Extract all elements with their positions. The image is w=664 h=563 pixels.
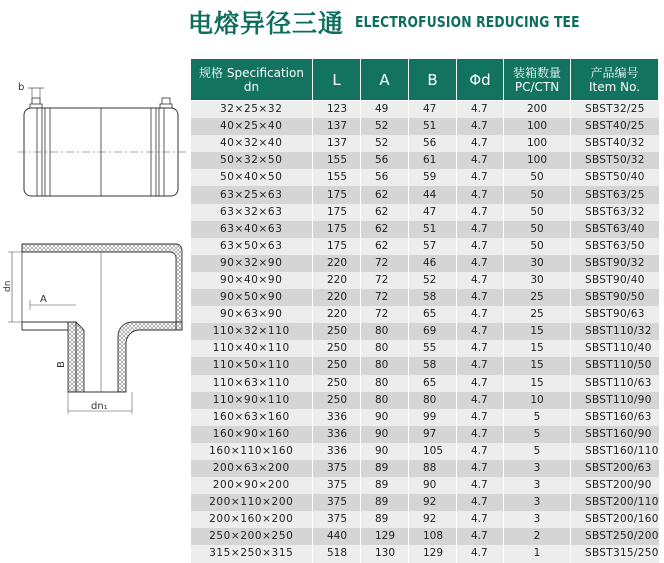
- cell-B: 59: [409, 169, 457, 186]
- cell-item-no: SBST160/63: [571, 409, 659, 426]
- cell-A: 80: [361, 392, 409, 409]
- cell-L: 250: [313, 340, 361, 357]
- cell-spec: 110×40×110: [191, 340, 313, 357]
- cell-phid: 4.7: [457, 186, 504, 203]
- cell-phid: 4.7: [457, 118, 504, 135]
- cell-pc-ctn: 200: [504, 101, 571, 119]
- cell-L: 440: [313, 528, 361, 545]
- cell-spec: 110×50×110: [191, 357, 313, 374]
- title-english: ELECTROFUSION REDUCING TEE: [355, 13, 580, 31]
- cell-phid: 4.7: [457, 169, 504, 186]
- cell-pc-ctn: 15: [504, 375, 571, 392]
- cell-spec: 200×90×200: [191, 477, 313, 494]
- title-chinese: 电熔异径三通: [188, 9, 345, 38]
- cell-A: 62: [361, 186, 409, 203]
- cell-item-no: SBST200/160: [571, 511, 659, 528]
- cell-phid: 4.7: [457, 152, 504, 169]
- cell-A: 52: [361, 135, 409, 152]
- table-row: [191, 357, 659, 374]
- table-row: [191, 323, 659, 340]
- cell-spec: 50×32×50: [191, 152, 313, 169]
- cell-B: 92: [409, 511, 457, 528]
- cell-item-no: SBST50/32: [571, 152, 659, 169]
- cell-L: 336: [313, 443, 361, 460]
- cell-A: 80: [361, 323, 409, 340]
- cell-B: 90: [409, 477, 457, 494]
- cell-pc-ctn: 15: [504, 340, 571, 357]
- cell-B: 99: [409, 409, 457, 426]
- cell-A: 72: [361, 289, 409, 306]
- cell-B: 108: [409, 528, 457, 545]
- table-row: [191, 255, 659, 272]
- cell-pc-ctn: 100: [504, 152, 571, 169]
- cell-L: 220: [313, 289, 361, 306]
- cell-item-no: SBST90/40: [571, 272, 659, 289]
- cell-L: 175: [313, 238, 361, 255]
- cell-A: 90: [361, 409, 409, 426]
- cell-phid: 4.7: [457, 460, 504, 477]
- table-row: [191, 204, 659, 221]
- cell-phid: 4.7: [457, 477, 504, 494]
- cell-L: 155: [313, 152, 361, 169]
- cell-item-no: SBST110/32: [571, 323, 659, 340]
- cell-L: 220: [313, 255, 361, 272]
- header-spec-cn: 规格: [199, 65, 224, 80]
- table-row: [191, 152, 659, 169]
- cell-phid: 4.7: [457, 289, 504, 306]
- cell-spec: 110×90×110: [191, 392, 313, 409]
- cell-spec: 110×32×110: [191, 323, 313, 340]
- side-view-drawing: [18, 82, 186, 196]
- cell-L: 336: [313, 409, 361, 426]
- cell-B: 65: [409, 375, 457, 392]
- cell-B: 51: [409, 118, 457, 135]
- cell-pc-ctn: 3: [504, 477, 571, 494]
- header-pc-ctn: [504, 59, 571, 101]
- cell-phid: 4.7: [457, 221, 504, 238]
- cell-L: 137: [313, 118, 361, 135]
- cell-item-no: SBST110/63: [571, 375, 659, 392]
- cell-B: 52: [409, 272, 457, 289]
- cell-item-no: SBST200/90: [571, 477, 659, 494]
- header-item-cn: 产品编号: [590, 65, 639, 80]
- cell-L: 336: [313, 426, 361, 443]
- header-item-no: [571, 59, 659, 101]
- cell-spec: 200×63×200: [191, 460, 313, 477]
- specification-table: [190, 58, 659, 563]
- cell-A: 80: [361, 357, 409, 374]
- cell-spec: 90×50×90: [191, 289, 313, 306]
- cell-pc-ctn: 100: [504, 118, 571, 135]
- table-row: [191, 477, 659, 494]
- cell-B: 58: [409, 289, 457, 306]
- cell-A: 72: [361, 272, 409, 289]
- cell-item-no: SBST200/63: [571, 460, 659, 477]
- cell-A: 130: [361, 545, 409, 562]
- cell-A: 72: [361, 306, 409, 323]
- cell-pc-ctn: 5: [504, 426, 571, 443]
- cell-spec: 90×32×90: [191, 255, 313, 272]
- cell-A: 89: [361, 511, 409, 528]
- cell-L: 375: [313, 460, 361, 477]
- cell-A: 90: [361, 443, 409, 460]
- cell-spec: 200×160×200: [191, 511, 313, 528]
- cell-spec: 32×25×32: [191, 101, 313, 119]
- cell-phid: 4.7: [457, 357, 504, 374]
- cell-B: 46: [409, 255, 457, 272]
- label-b: b: [18, 82, 25, 93]
- cell-B: 47: [409, 101, 457, 119]
- cell-A: 90: [361, 426, 409, 443]
- cell-pc-ctn: 50: [504, 186, 571, 203]
- cell-phid: 4.7: [457, 375, 504, 392]
- cell-A: 89: [361, 460, 409, 477]
- cell-A: 80: [361, 375, 409, 392]
- cell-spec: 90×63×90: [191, 306, 313, 323]
- cell-L: 250: [313, 392, 361, 409]
- cell-A: 49: [361, 101, 409, 119]
- cell-phid: 4.7: [457, 426, 504, 443]
- cell-A: 62: [361, 238, 409, 255]
- cell-item-no: SBST90/50: [571, 289, 659, 306]
- cell-spec: 250×200×250: [191, 528, 313, 545]
- label-dn1: dn₁: [91, 401, 108, 412]
- cell-pc-ctn: 50: [504, 204, 571, 221]
- cell-spec: 160×110×160: [191, 443, 313, 460]
- cell-pc-ctn: 50: [504, 238, 571, 255]
- cell-pc-ctn: 10: [504, 392, 571, 409]
- cell-item-no: SBST200/110: [571, 494, 659, 511]
- header-B: B: [409, 59, 457, 101]
- cell-B: 61: [409, 152, 457, 169]
- cell-item-no: SBST160/90: [571, 426, 659, 443]
- cell-spec: 200×110×200: [191, 494, 313, 511]
- cell-L: 123: [313, 101, 361, 119]
- cell-L: 137: [313, 135, 361, 152]
- cell-pc-ctn: 25: [504, 289, 571, 306]
- cell-pc-ctn: 1: [504, 545, 571, 562]
- section-view-drawing: [3, 244, 182, 414]
- cell-phid: 4.7: [457, 135, 504, 152]
- cell-pc-ctn: 3: [504, 511, 571, 528]
- cell-A: 56: [361, 169, 409, 186]
- table-row: [191, 460, 659, 477]
- table-row: [191, 238, 659, 255]
- technical-drawings: [0, 60, 190, 420]
- cell-B: 129: [409, 545, 457, 562]
- cell-item-no: SBST110/50: [571, 357, 659, 374]
- table-row: [191, 340, 659, 357]
- cell-phid: 4.7: [457, 306, 504, 323]
- cell-phid: 4.7: [457, 101, 504, 119]
- table-row: [191, 169, 659, 186]
- table-row: [191, 528, 659, 545]
- cell-pc-ctn: 15: [504, 323, 571, 340]
- cell-L: 220: [313, 272, 361, 289]
- cell-B: 57: [409, 238, 457, 255]
- cell-spec: 50×40×50: [191, 169, 313, 186]
- cell-spec: 160×90×160: [191, 426, 313, 443]
- header-phid: Φd: [457, 59, 504, 101]
- cell-L: 518: [313, 545, 361, 562]
- cell-L: 175: [313, 186, 361, 203]
- cell-L: 250: [313, 323, 361, 340]
- cell-phid: 4.7: [457, 528, 504, 545]
- cell-pc-ctn: 5: [504, 443, 571, 460]
- header-pc-cn: 装箱数量: [512, 65, 561, 80]
- table-row: [191, 375, 659, 392]
- cell-spec: 40×32×40: [191, 135, 313, 152]
- cell-B: 58: [409, 357, 457, 374]
- cell-item-no: SBST110/40: [571, 340, 659, 357]
- table-row: [191, 289, 659, 306]
- cell-A: 89: [361, 494, 409, 511]
- cell-pc-ctn: 2: [504, 528, 571, 545]
- label-dn: dn: [3, 280, 13, 292]
- cell-pc-ctn: 50: [504, 221, 571, 238]
- table-row: [191, 306, 659, 323]
- cell-L: 175: [313, 204, 361, 221]
- cell-item-no: SBST90/63: [571, 306, 659, 323]
- cell-item-no: SBST315/250: [571, 545, 659, 562]
- cell-spec: 63×50×63: [191, 238, 313, 255]
- table-row: [191, 545, 659, 562]
- cell-L: 250: [313, 357, 361, 374]
- cell-A: 62: [361, 221, 409, 238]
- cell-A: 52: [361, 118, 409, 135]
- cell-B: 92: [409, 494, 457, 511]
- cell-phid: 4.7: [457, 238, 504, 255]
- cell-B: 56: [409, 135, 457, 152]
- cell-spec: 90×40×90: [191, 272, 313, 289]
- table-row: [191, 221, 659, 238]
- header-A: A: [361, 59, 409, 101]
- cell-pc-ctn: 30: [504, 255, 571, 272]
- cell-B: 88: [409, 460, 457, 477]
- table-row: [191, 186, 659, 203]
- label-B: B: [56, 361, 67, 368]
- cell-pc-ctn: 5: [504, 409, 571, 426]
- cell-phid: 4.7: [457, 272, 504, 289]
- header-pc-en: PC/CTN: [514, 79, 560, 94]
- table-body: [191, 101, 659, 563]
- cell-phid: 4.7: [457, 323, 504, 340]
- cell-L: 175: [313, 221, 361, 238]
- cell-spec: 63×32×63: [191, 204, 313, 221]
- cell-A: 62: [361, 204, 409, 221]
- cell-spec: 315×250×315: [191, 545, 313, 562]
- cell-B: 51: [409, 221, 457, 238]
- cell-L: 155: [313, 169, 361, 186]
- cell-spec: 63×40×63: [191, 221, 313, 238]
- cell-A: 80: [361, 340, 409, 357]
- cell-item-no: SBST63/40: [571, 221, 659, 238]
- cell-phid: 4.7: [457, 494, 504, 511]
- cell-spec: 110×63×110: [191, 375, 313, 392]
- cell-item-no: SBST32/25: [571, 101, 659, 119]
- cell-phid: 4.7: [457, 443, 504, 460]
- cell-item-no: SBST90/32: [571, 255, 659, 272]
- table-row: [191, 409, 659, 426]
- page-title: [188, 4, 629, 44]
- cell-B: 44: [409, 186, 457, 203]
- cell-item-no: SBST160/110: [571, 443, 659, 460]
- cell-phid: 4.7: [457, 340, 504, 357]
- cell-pc-ctn: 15: [504, 357, 571, 374]
- cell-L: 375: [313, 477, 361, 494]
- table-header-row: [191, 59, 659, 101]
- cell-item-no: SBST40/32: [571, 135, 659, 152]
- cell-B: 47: [409, 204, 457, 221]
- cell-pc-ctn: 3: [504, 460, 571, 477]
- cell-phid: 4.7: [457, 511, 504, 528]
- table-row: [191, 426, 659, 443]
- label-A: A: [40, 294, 47, 305]
- cell-item-no: SBST63/32: [571, 204, 659, 221]
- cell-item-no: SBST110/90: [571, 392, 659, 409]
- table-row: [191, 494, 659, 511]
- header-spec-en: Specification: [226, 65, 304, 80]
- cell-A: 72: [361, 255, 409, 272]
- cell-spec: 40×25×40: [191, 118, 313, 135]
- cell-L: 220: [313, 306, 361, 323]
- table-row: [191, 101, 659, 119]
- cell-pc-ctn: 25: [504, 306, 571, 323]
- cell-item-no: SBST50/40: [571, 169, 659, 186]
- cell-A: 89: [361, 477, 409, 494]
- header-L: L: [313, 59, 361, 101]
- cell-phid: 4.7: [457, 255, 504, 272]
- table-row: [191, 392, 659, 409]
- table-row: [191, 118, 659, 135]
- cell-L: 375: [313, 494, 361, 511]
- cell-item-no: SBST250/200: [571, 528, 659, 545]
- table-row: [191, 443, 659, 460]
- cell-phid: 4.7: [457, 392, 504, 409]
- cell-L: 375: [313, 511, 361, 528]
- cell-phid: 4.7: [457, 409, 504, 426]
- header-item-en: Item No.: [588, 79, 641, 94]
- cell-pc-ctn: 100: [504, 135, 571, 152]
- cell-phid: 4.7: [457, 545, 504, 562]
- cell-spec: 63×25×63: [191, 186, 313, 203]
- cell-L: 250: [313, 375, 361, 392]
- cell-B: 80: [409, 392, 457, 409]
- cell-item-no: SBST63/25: [571, 186, 659, 203]
- cell-pc-ctn: 50: [504, 169, 571, 186]
- table-row: [191, 135, 659, 152]
- cell-item-no: SBST63/50: [571, 238, 659, 255]
- cell-B: 55: [409, 340, 457, 357]
- cell-A: 56: [361, 152, 409, 169]
- cell-pc-ctn: 30: [504, 272, 571, 289]
- cell-pc-ctn: 3: [504, 494, 571, 511]
- header-specification: [191, 59, 313, 101]
- table-row: [191, 511, 659, 528]
- header-spec-dn: dn: [243, 79, 260, 94]
- cell-B: 105: [409, 443, 457, 460]
- cell-B: 65: [409, 306, 457, 323]
- cell-B: 97: [409, 426, 457, 443]
- cell-item-no: SBST40/25: [571, 118, 659, 135]
- table-row: [191, 272, 659, 289]
- cell-A: 129: [361, 528, 409, 545]
- cell-spec: 160×63×160: [191, 409, 313, 426]
- cell-B: 69: [409, 323, 457, 340]
- cell-phid: 4.7: [457, 204, 504, 221]
